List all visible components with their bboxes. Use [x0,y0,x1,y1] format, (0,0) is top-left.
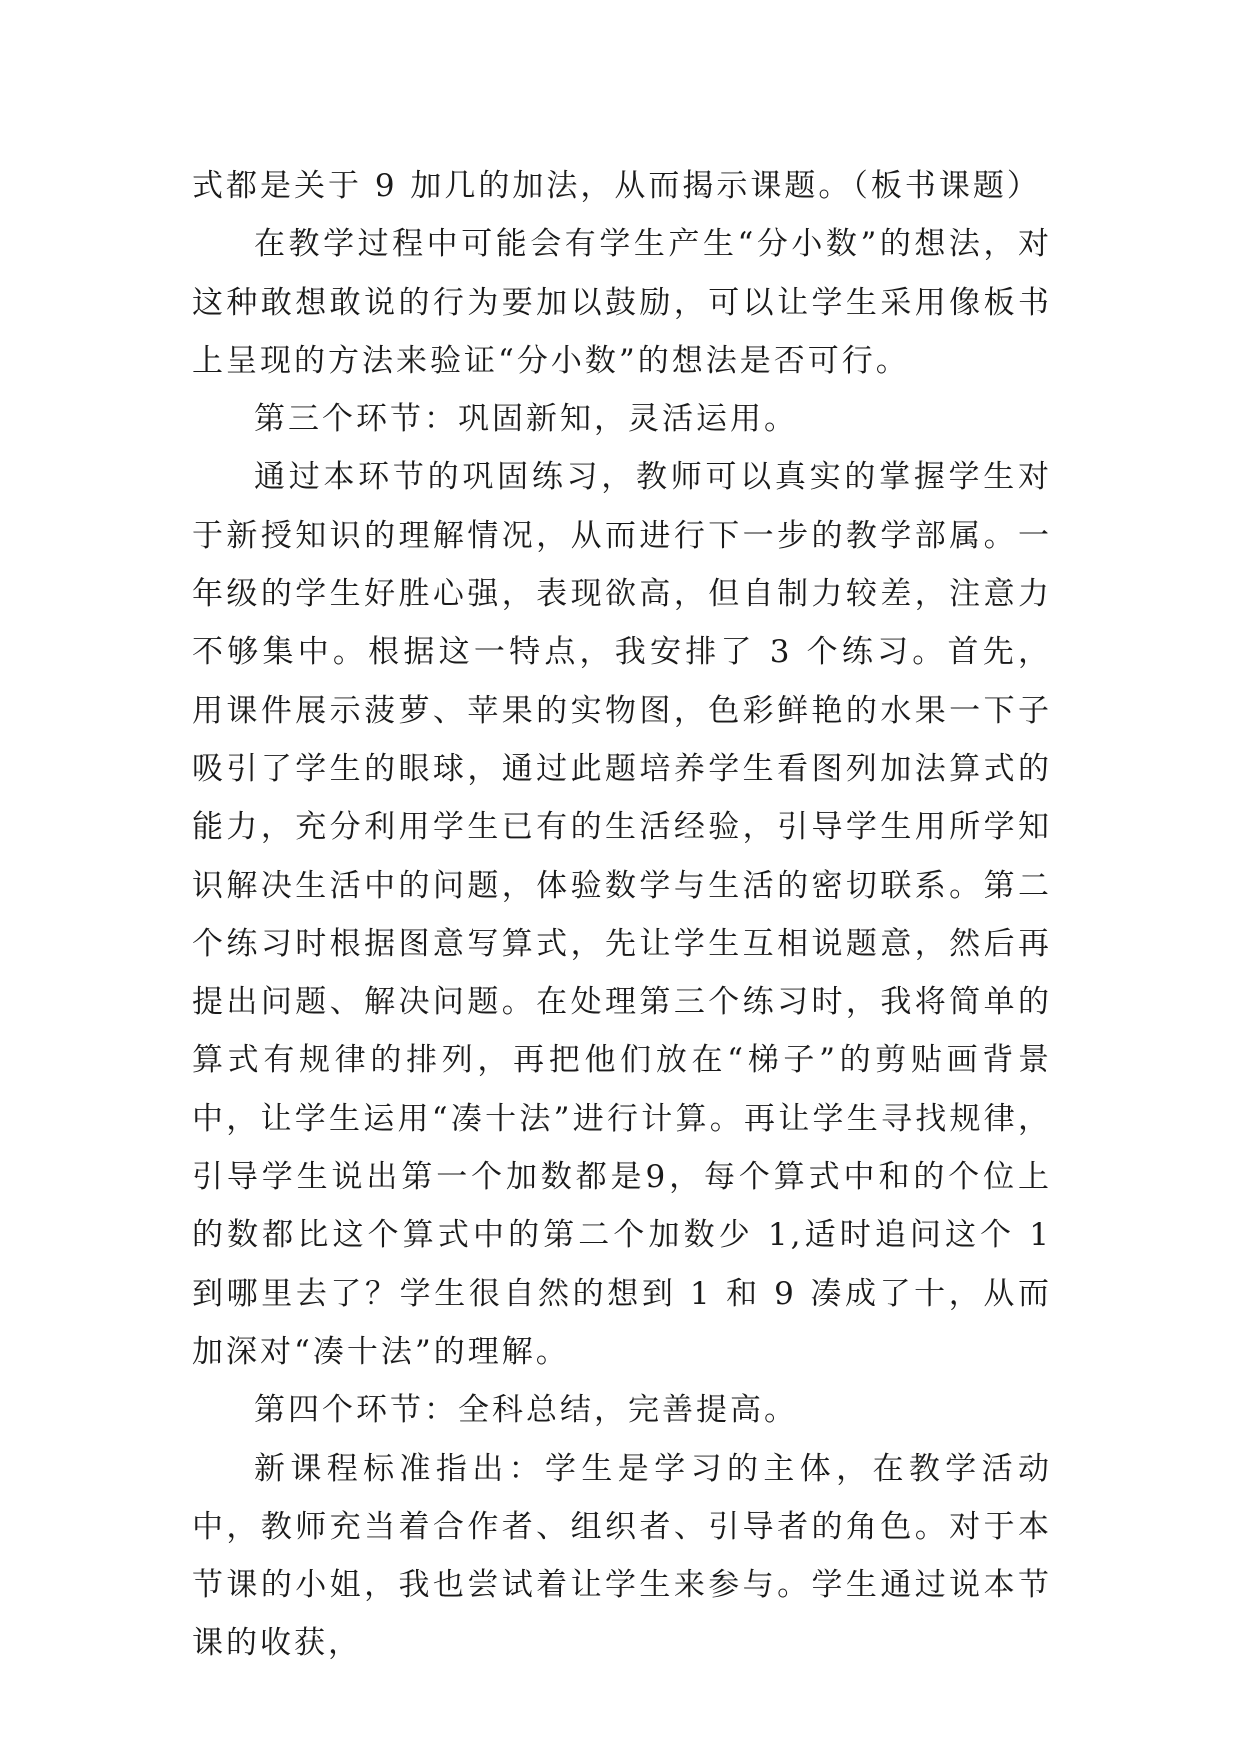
section-heading-step-three: 第三个环节：巩固新知，灵活运用。 [254,401,798,438]
paragraph: 新课程标准指出：学生是学习的主体，在教学活动中，教师充当着合作者、组织者、引导者的角色。对于本节课的小姐，我也尝试着让学生来参与。学生通过说本节课的收获， [192,1450,1052,1662]
paragraph: 在教学过程中可能会有学生产生“分小数”的想法，对这种敢想敢说的行为要加以鼓励，可以让学生采用像板书上呈现的方法来验证“分小数”的想法是否可行。 [192,226,1052,379]
paragraph: 通过本环节的巩固练习，教师可以真实的掌握学生对于新授知识的理解情况，从而进行下一步的教学部属。一年级的学生好胜心强，表现欲高，但自制力较差，注意力不够集中。根据这一特点，我安排了 3 个练习。首先，用课件展示菠萝、苹果的实物图，色彩鲜艳的水果一下子吸引了学生的眼球，通过此题培养学生看图列加法算式的能力，充分利用学生已有的生活经验，引导学生用所学知识解决生活中的问题，体验数学与生活的密切联系。第二个练习时根据图意写算式，先让学生互相说题意，然后再提出问题、解决问题。在处理第三个练习时，我将简单的算式有规律的排列，再把他们放在“梯子”的剪贴画背景中，让学生运用“凑十法”进行计算。再让学生寻找规律，引导学生说出第一个加数都是9，每个算式中和的个位上的数都比这个算式中的第二个加数少 1,适时追问这个 1 到哪里去了？学生很自然的想到 1 和 9 凑成了十，从而加深对“凑十法”的理解。 [192,459,1052,1370]
section-heading-step-four: 第四个环节：全科总结，完善提高。 [254,1392,798,1429]
paragraph-continuation: 式都是关于 9 加几的加法，从而揭示课题。（板书课题） [192,168,1041,204]
document-body [192,157,1052,1673]
